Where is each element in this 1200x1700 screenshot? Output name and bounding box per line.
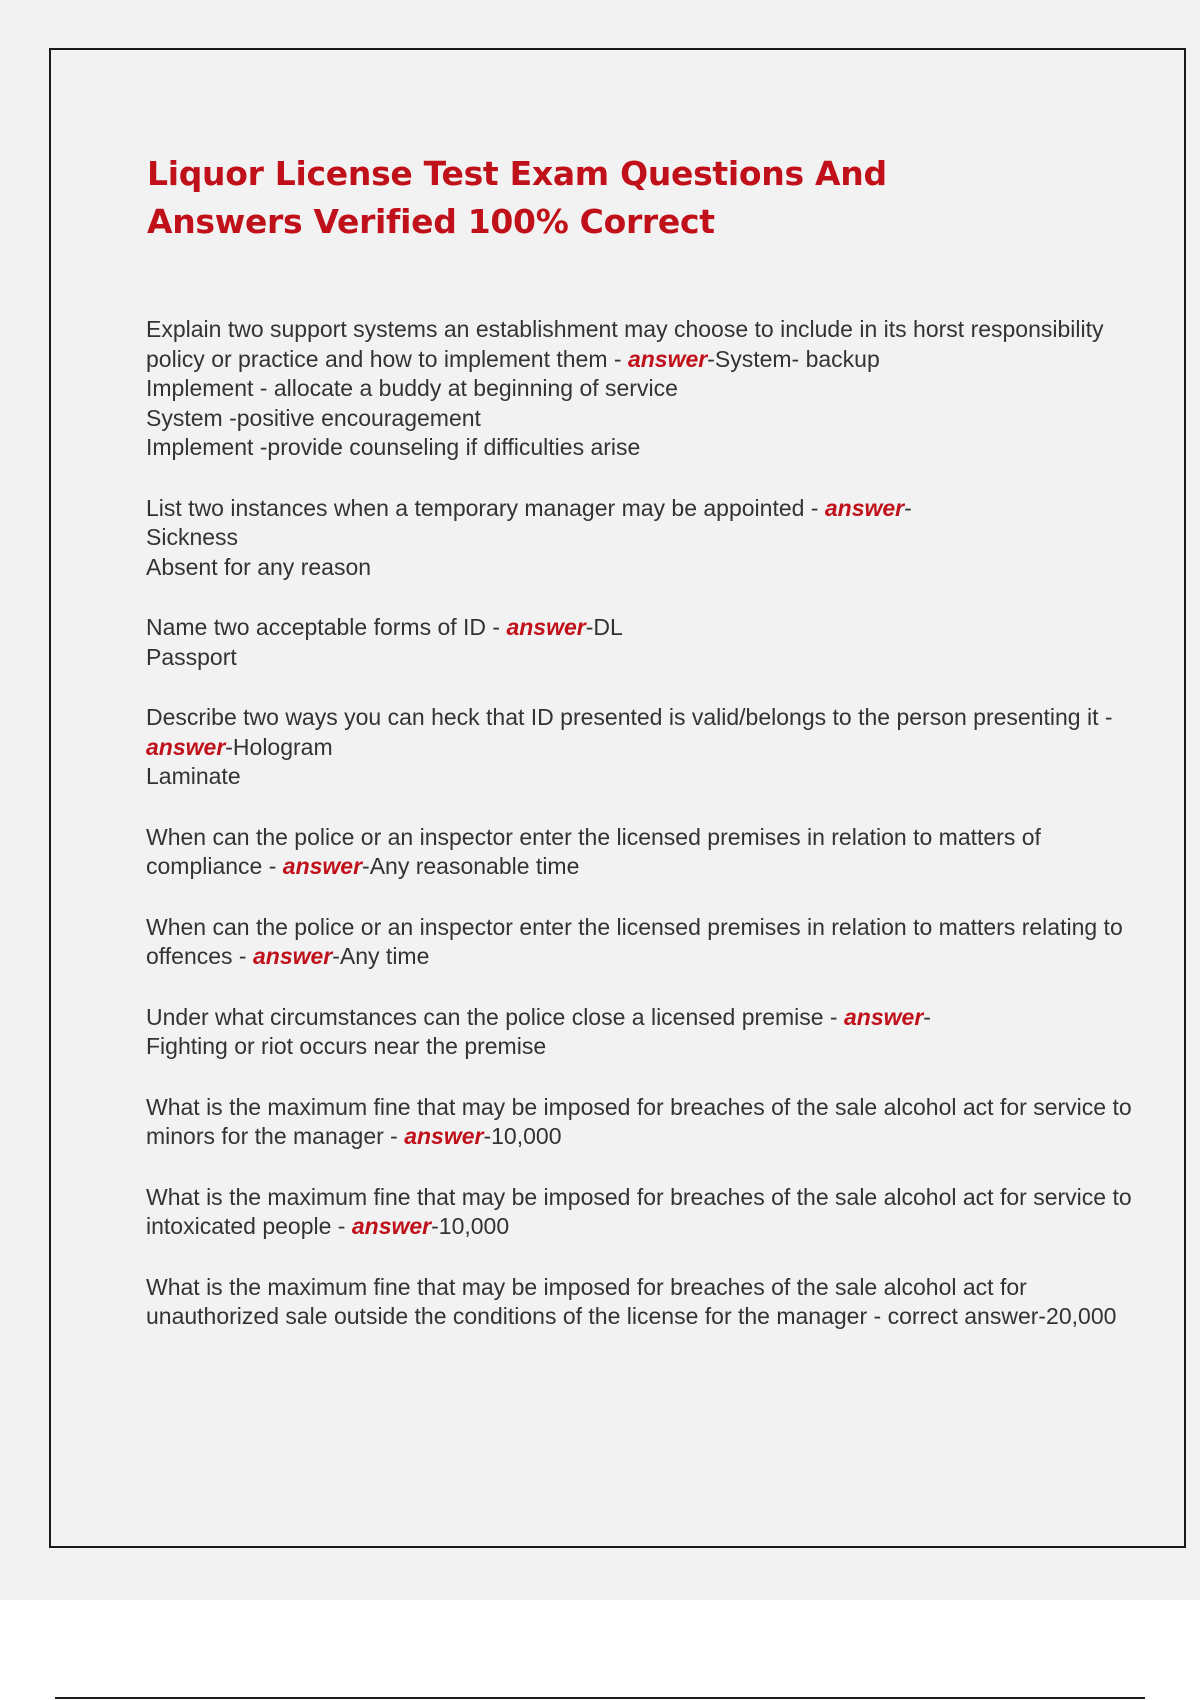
question-text: What is the maximum fine that may be imposed for breaches of the sale alcohol act for unauthorized sale outside the conditions of the license for the manager - correct answer-20,000 xyxy=(146,1273,1117,1329)
document-frame xyxy=(49,48,1186,1548)
answer-text: - Sickness Absent for any reason xyxy=(146,494,912,580)
answer-label: answer xyxy=(351,1213,432,1239)
answer-text: - Fighting or riot occurs near the premise xyxy=(146,1003,931,1059)
answer-text: -10,000 xyxy=(431,1213,510,1239)
qa-item xyxy=(146,1003,1146,1062)
qa-item xyxy=(146,1093,1146,1152)
answer-label: answer xyxy=(824,494,905,521)
answer-text: -Any reasonable time xyxy=(362,853,580,879)
qa-item xyxy=(146,315,1146,463)
answer-text: -Any time xyxy=(332,943,430,969)
footer-divider xyxy=(55,1697,1145,1699)
answer-label: answer xyxy=(282,853,363,879)
qa-item xyxy=(146,913,1146,972)
qa-item xyxy=(146,703,1146,792)
question-text: List two instances when a temporary manager may be appointed - xyxy=(146,494,825,521)
qa-item xyxy=(146,823,1146,882)
answer-label: answer xyxy=(506,614,586,640)
answer-label: answer xyxy=(252,943,333,969)
qa-item xyxy=(146,494,1146,583)
question-text: Under what circumstances can the police close a licensed premise - xyxy=(146,1003,844,1030)
question-text: When can the police or an inspector enter the licensed premises in relation to matters relating to offences - xyxy=(146,913,1123,969)
answer-label: answer xyxy=(844,1003,924,1030)
qa-list xyxy=(146,315,1146,1363)
question-text: What is the maximum fine that may be imposed for breaches of the sale alcohol act for service to minors for the manager - xyxy=(146,1093,1132,1149)
answer-label: answer xyxy=(627,345,708,372)
qa-item xyxy=(146,1273,1146,1332)
question-text: What is the maximum fine that may be imposed for breaches of the sale alcohol act for service to intoxicated people - xyxy=(146,1183,1132,1239)
question-text: When can the police or an inspector enter the licensed premises in relation to matters of compliance - xyxy=(146,823,1041,879)
answer-text: -10,000 xyxy=(483,1123,562,1149)
answer-text: -System- backup Implement - allocate a buddy at beginning of service System -positive encouragement Implement -provide counseling if difficulties arise xyxy=(146,345,880,460)
answer-label: answer xyxy=(146,733,226,760)
question-text: Explain two support systems an establishment may choose to include in its horst responsibility policy or practice and how to implement them - xyxy=(146,316,1104,372)
answer-text: -Hologram Laminate xyxy=(146,733,333,789)
question-text: Describe two ways you can heck that ID presented is valid/belongs to the person presenting it - xyxy=(146,704,1113,730)
answer-label: answer xyxy=(404,1123,484,1149)
answer-text: -DL Passport xyxy=(146,614,623,670)
document-title: Liquor License Test Exam Questions And Answers Verified 100% Correct xyxy=(147,154,887,241)
qa-item xyxy=(146,1183,1146,1242)
qa-item xyxy=(146,613,1146,672)
question-text: Name two acceptable forms of ID - xyxy=(146,614,507,640)
